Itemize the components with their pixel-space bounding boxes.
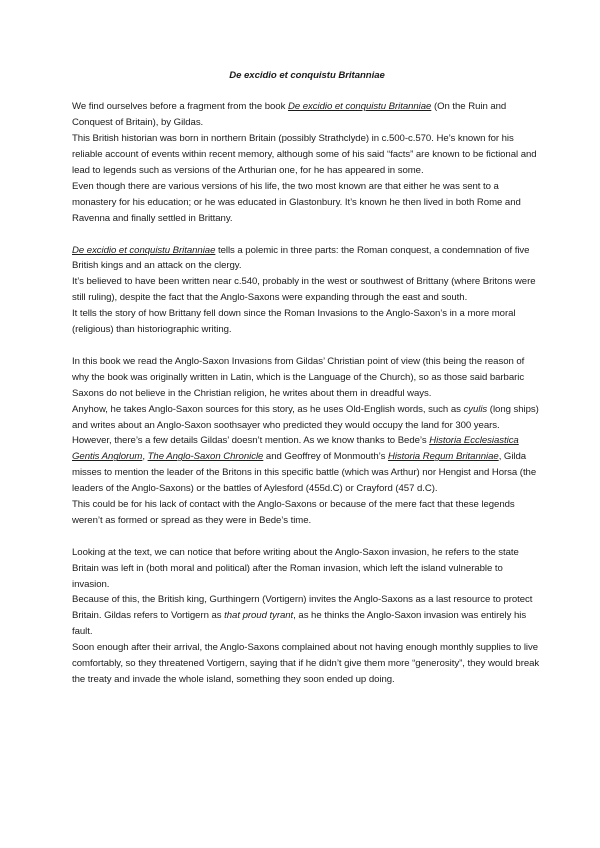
paragraph-story: It tells the story of how Brittany fell down since the Roman Invasions to the Anglo-Saxon’s in a more moral (religious) than historiographic writing.: [72, 308, 516, 336]
paragraph-text: (long ships) and writes about an Anglo-Saxon soothsayer who predicted they would occupy the land for 300 years.: [72, 403, 539, 431]
paragraph-text: , as he thinks the Anglo-Saxon invasion was entirely his fault.: [72, 610, 527, 638]
book-title-reference: De excidio et conquistu Britanniae: [287, 101, 432, 113]
paragraph-intro: [72, 99, 542, 131]
paragraph-author-life: Even though there are various versions of his life, the two most known are that either he was sent to a monastery for his education; or he was educated in Glastonbury. It’s known he then lived in both Rome and Ravenna and finally settled in Brittany.: [72, 180, 521, 224]
paragraph-structure: [72, 243, 542, 275]
paragraph-text: We find ourselves before a fragment from the book: [72, 101, 288, 113]
paragraph-omissions: [72, 433, 542, 497]
paragraph-text: ,: [142, 451, 148, 463]
paragraph-text: and Geoffrey of Monmouth’s: [263, 451, 388, 463]
reference-historia-ecclesiastica: Historia Ecclesiastica Gentis Anglorum: [72, 435, 519, 463]
paragraph-date-written: It’s believed to have been written near c.540, probably in the west or southwest of Brittany (where Britons were still ruling), despite the fact that the Anglo-Saxons were expanding through the east and south.: [72, 276, 536, 304]
old-english-word: cyulis: [463, 403, 488, 415]
paragraph-text: , Gilda misses to mention the leader of the Britons in this specific battle (which was Arthur) nor Hengist and Horsa (the leaders of the Anglo-Saxons) or the battles of Aylesford (455d.C) or Crayford (457 d.C).: [72, 451, 537, 495]
paragraph-sources: [72, 402, 542, 434]
paragraph-text: Because of this, the British king, Gurthingern (Vortigern) invites the Anglo-Saxons as a last resource to protect Britain. Gildas refers to Vortigern as: [72, 594, 533, 622]
paragraph-author-birth: This British historian was born in northern Britain (possibly Strathclyde) in c.500-c.570. He’s known for his reliable account of events within recent memory, although some of his said “facts” are known to be fictional and lead to legends such as versions of the Arthurian one, for he has appeared in some.: [72, 133, 537, 177]
paragraph-christian-view: In this book we read the Anglo-Saxon Invasions from Gildas’ Christian point of view (this being the reason of why the book was originally written in Latin, which is the Language of the Church), so as those said barbaric Saxons do not believe in the Christian religion, he writes about them in dreadful ways.: [72, 355, 525, 399]
quoted-phrase: that proud tyrant: [224, 610, 294, 622]
paragraph-state-of-britain: Looking at the text, we can notice that before writing about the Anglo-Saxon invasion, he refers to the state Britain was left in (both moral and political) after the Roman invasion, which left the island vulnerable to invasion.: [72, 546, 519, 590]
paragraph-text: However, there’s a few details Gildas’ doesn’t mention. As we know thanks to Bede’s: [72, 435, 430, 447]
paragraph-text: tells a polemic in three parts: the Roman conquest, a condemnation of five British kings and an attack on the clergy.: [72, 244, 530, 272]
reference-historia-regum: Historia Regum Britanniae: [387, 451, 499, 463]
reference-anglo-saxon-chronicle: The Anglo-Saxon Chronicle: [147, 451, 264, 463]
paragraph-arrival: Soon enough after their arrival, the Anglo-Saxons complained about not having enough monthly supplies to live comfortably, so they threatened Vortigern, saying that if he didn’t give them more “generosity”, they would break the treaty and invade the whole island, something they soon ended up doing.: [72, 642, 540, 685]
paragraph-vortigern: [72, 592, 542, 640]
paragraph-text: (On the Ruin and Conquest of Britain), by Gildas.: [72, 101, 507, 129]
document-body: [72, 68, 542, 688]
paragraph-lack-of-contact: This could be for his lack of contact with the Anglo-Saxons or because of the mere fact that these legends weren’t as formed or spread as they were in Bede’s time.: [72, 499, 515, 526]
document-title: De excidio et conquistu Britanniae: [229, 70, 385, 81]
paragraph-text: Anyhow, he takes Anglo-Saxon sources for this story, as he uses Old-English words, such as: [72, 403, 464, 415]
book-title-reference: De excidio et conquistu Britanniae: [72, 244, 216, 256]
